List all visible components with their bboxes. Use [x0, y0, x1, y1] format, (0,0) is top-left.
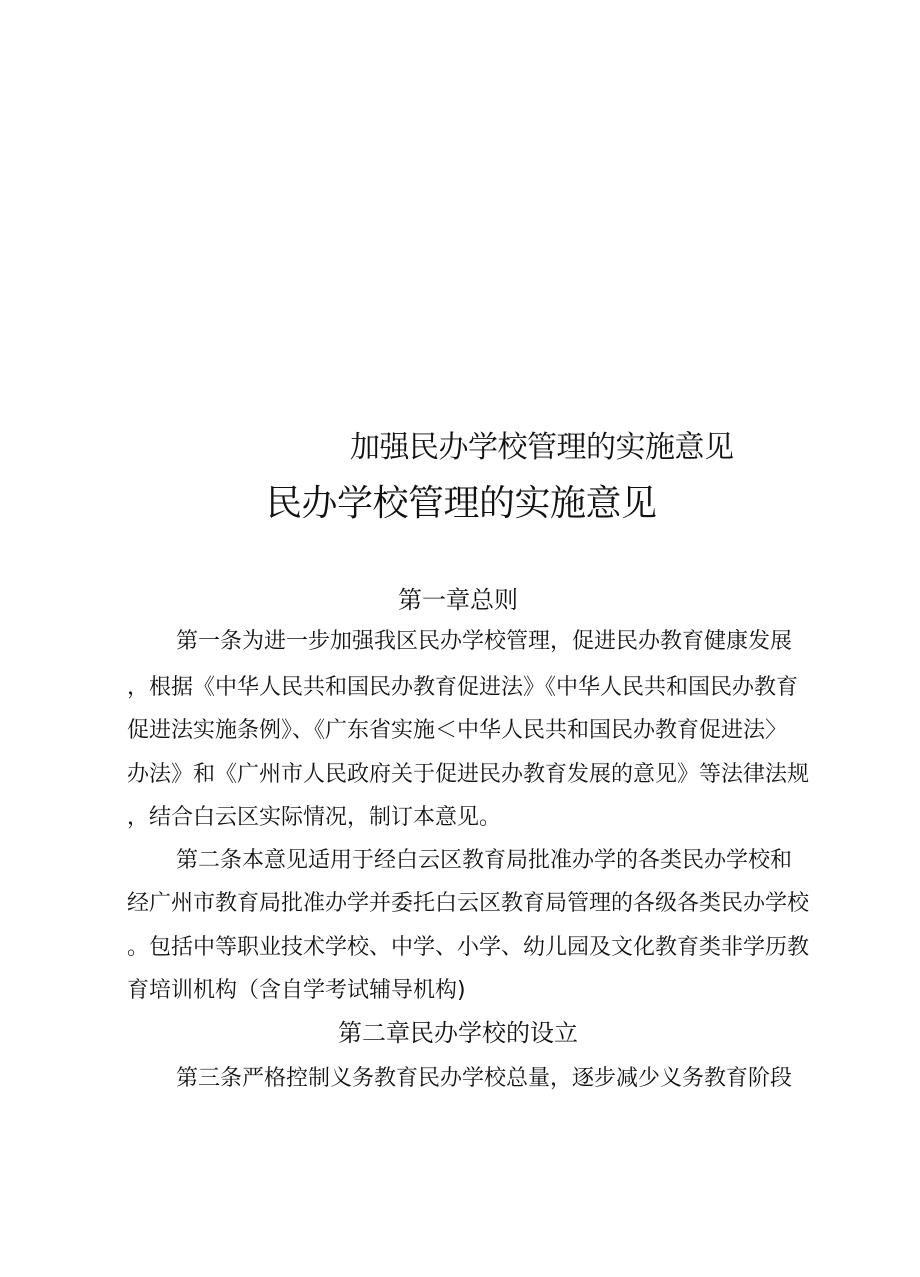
- article-2-line-2: 经广州市教育局批准办学并委托白云区教育局管理的各级各类民办学校: [127, 891, 810, 916]
- article-2-line-3: 。包括中等职业技术学校、中学、小学、幼儿园及文化教育类非学历教: [127, 935, 810, 960]
- document-title: 加强民办学校管理的实施意见: [350, 430, 734, 465]
- article-1-line-5: ，结合白云区实际情况，制订本意见。: [127, 805, 502, 830]
- article-3-line-1: 第三条严格控制义务教育民办学校总量，逐步减少义务教育阶段: [176, 1066, 793, 1091]
- article-1-line-1: 第一条为进一步加强我区民办学校管理，促进民办教育健康发展: [176, 629, 793, 654]
- article-1-line-2: ，根据《中华人民共和国民办教育促进法》《中华人民共和国民办教育: [127, 675, 799, 700]
- article-2-line-1: 第二条本意见适用于经白云区教育局批准办学的各类民办学校和: [176, 848, 793, 873]
- chapter-heading-1: 第一章总则: [398, 586, 518, 614]
- chapter-heading-2: 第二章民办学校的设立: [338, 1019, 578, 1047]
- article-1-line-3: 促进法实施条例》、《广东省实施＜中华人民共和国民办教育促进法〉: [127, 718, 788, 743]
- document-subtitle: 民办学校管理的实施意见: [266, 483, 657, 524]
- article-1-line-4: 办法》和《广州市人民政府关于促进民办教育发展的意见》等法律法规: [127, 762, 810, 787]
- article-2-line-4: 育培训机构（含自学考试辅导机构): [127, 978, 466, 1003]
